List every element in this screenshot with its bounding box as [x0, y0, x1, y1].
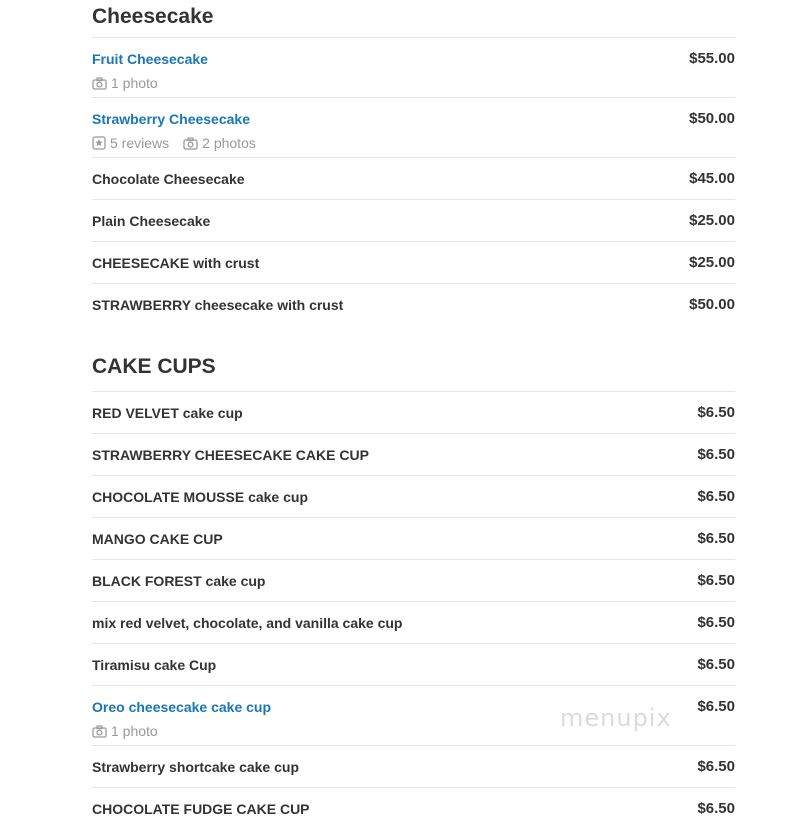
item-price: $6.50: [697, 614, 735, 631]
photos-link[interactable]: [92, 75, 158, 91]
reviews-link[interactable]: [92, 135, 169, 151]
item-price: $6.50: [697, 446, 735, 463]
menu-item: [92, 98, 735, 158]
item-price: $6.50: [697, 656, 735, 673]
item-name: Plain Cheesecake: [92, 213, 211, 229]
menu-item: [92, 392, 735, 434]
menu-item: [92, 200, 735, 242]
menu-item: [92, 746, 735, 788]
menu-item: [92, 284, 735, 326]
item-name: RED VELVET cake cup: [92, 405, 243, 421]
item-name: Strawberry shortcake cake cup: [92, 759, 299, 775]
star-badge-icon: [92, 136, 106, 150]
item-name: STRAWBERRY CHEESECAKE CAKE CUP: [92, 447, 369, 463]
item-name: Tiramisu cake Cup: [92, 657, 217, 673]
photos-link[interactable]: [183, 135, 256, 151]
photos-count: 1 photo: [111, 723, 158, 739]
item-price: $6.50: [697, 530, 735, 547]
item-name: CHOCOLATE MOUSSE cake cup: [92, 489, 309, 505]
menu-item: [92, 434, 735, 476]
item-price: $25.00: [689, 254, 735, 271]
item-price: $6.50: [697, 404, 735, 421]
item-name: CHOCOLATE FUDGE CAKE CUP: [92, 801, 310, 817]
item-name: CHEESECAKE with crust: [92, 255, 260, 271]
menu-item: [92, 476, 735, 518]
item-price: $50.00: [689, 296, 735, 313]
item-name-link[interactable]: Oreo cheesecake cake cup: [92, 699, 272, 715]
item-meta: [92, 723, 158, 739]
section-title-cheesecake: Cheesecake: [92, 0, 735, 38]
item-price: $6.50: [697, 758, 735, 775]
item-price: $45.00: [689, 170, 735, 187]
menu-item: [92, 242, 735, 284]
item-price: $50.00: [689, 110, 735, 127]
item-price: $6.50: [697, 488, 735, 505]
item-name: MANGO CAKE CUP: [92, 531, 223, 547]
reviews-count: 5 reviews: [110, 135, 170, 151]
item-name-link[interactable]: Fruit Cheesecake: [92, 51, 208, 67]
menu-item: [92, 158, 735, 200]
section-title-cake-cups: CAKE CUPS: [92, 354, 735, 392]
item-name: mix red velvet, chocolate, and vanilla cake cup: [92, 615, 403, 631]
item-price: $25.00: [689, 212, 735, 229]
photos-count: 2 photos: [202, 135, 256, 151]
menu-item: [92, 38, 735, 98]
item-price: $55.00: [689, 50, 735, 67]
photos-link[interactable]: [92, 723, 158, 739]
camera-icon: [92, 725, 107, 738]
camera-icon: [92, 77, 107, 90]
item-name: Chocolate Cheesecake: [92, 171, 245, 187]
menu-item: [92, 518, 735, 560]
item-price: $6.50: [697, 698, 735, 715]
item-name: BLACK FOREST cake cup: [92, 573, 266, 589]
item-name: STRAWBERRY cheesecake with crust: [92, 297, 344, 313]
watermark-logo: menupix: [560, 704, 672, 732]
item-price: $6.50: [697, 800, 735, 817]
menu-item: [92, 788, 735, 830]
menu-item: [92, 560, 735, 602]
item-meta: [92, 75, 158, 91]
menu-item: [92, 644, 735, 686]
item-meta: [92, 135, 256, 151]
camera-icon: [183, 137, 198, 150]
photos-count: 1 photo: [111, 75, 158, 91]
menu-item: [92, 602, 735, 644]
item-name-link[interactable]: Strawberry Cheesecake: [92, 111, 250, 127]
item-price: $6.50: [697, 572, 735, 589]
